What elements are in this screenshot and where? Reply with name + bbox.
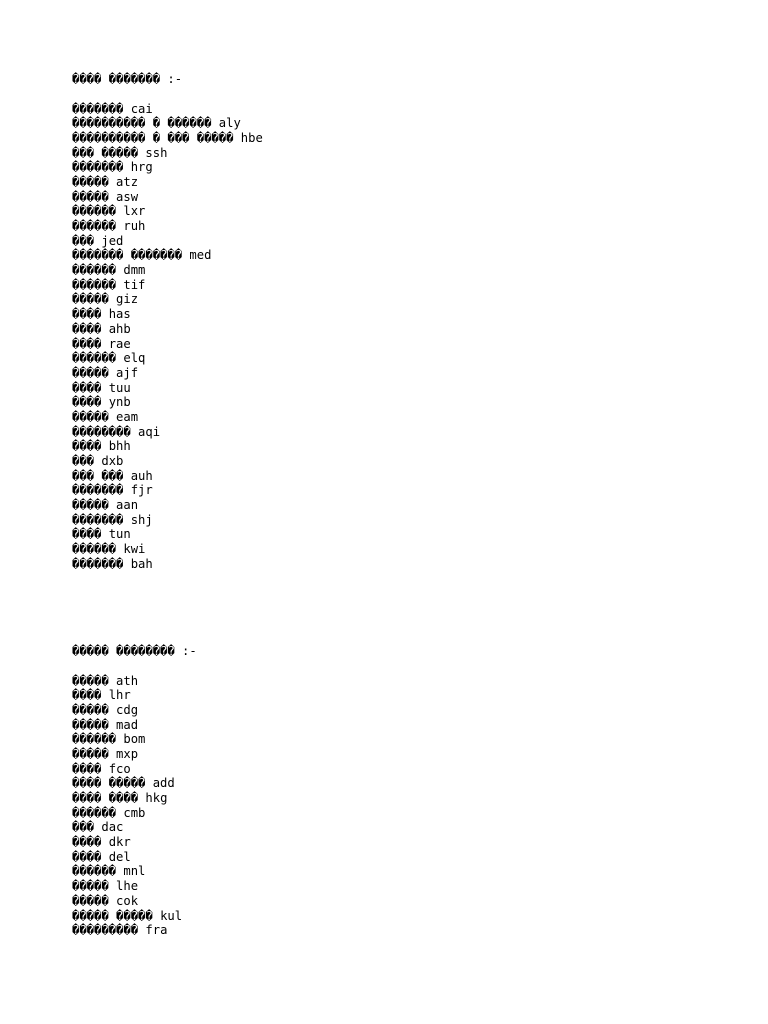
airport-code: add [152,776,175,791]
name-text: ����� [72,292,109,307]
list-item [72,175,263,190]
airport-code: ruh [123,219,146,233]
name-text: ���� [72,835,102,850]
list-item [72,909,197,924]
airport-code: atz [116,174,139,189]
name-text: ����� ����� [72,908,153,923]
airport-code: fco [108,761,131,776]
list-item [72,160,263,175]
list-item [72,102,263,117]
list-item [72,439,263,454]
name-text: ���� ����� [72,776,146,791]
name-text: �������� [72,424,131,439]
section-1 [72,71,263,572]
list-item [72,864,197,879]
list-item [72,894,197,909]
name-text: ����� [72,746,109,761]
name-text: ���� [72,688,102,703]
list-item [72,292,263,307]
name-text: ���������� � ������ [72,116,212,131]
airport-code: auh [130,468,153,483]
name-text: ����� [72,673,109,688]
name-text: ����� [72,174,109,189]
name-text: ������ [72,204,117,219]
section-heading: ����� �������� :- [72,644,197,658]
airport-code: mnl [123,864,146,879]
list-item [72,469,263,484]
section-heading: ���� ������� :- [72,72,183,86]
name-text: ������ [72,732,117,747]
airport-code: med [189,248,212,263]
airport-code: hrg [130,160,153,175]
name-text: ����� [72,498,109,513]
list-item [72,219,263,234]
list-item [72,923,197,938]
list-item [72,747,197,762]
list-item [72,835,197,850]
list-item [72,351,263,366]
name-text: ������ [72,351,117,366]
airport-code: bah [130,556,153,571]
airport-code: dkr [108,835,131,850]
name-text: ������� [72,556,124,571]
name-text: ���� [72,439,102,454]
airport-code: fra [145,923,168,938]
airport-code: has [108,307,131,322]
airport-code: giz [116,292,139,307]
list-item [72,204,263,219]
name-text: ������ [72,864,117,879]
airport-code: eam [116,409,139,424]
list-item [72,190,263,205]
airport-code: cmb [123,805,146,820]
blank-line [72,87,263,102]
name-text: ������ [72,263,117,278]
airport-code: aly [218,116,241,131]
list-item [72,718,197,733]
name-text: ������� [72,101,124,116]
list-item [72,513,263,528]
airport-code-list [72,674,197,938]
list-item [72,527,263,542]
airport-code: ahb [108,321,131,336]
airport-code: del [108,849,131,864]
name-text: ����� [72,189,109,204]
airport-code: asw [116,189,139,204]
name-text: ���� [72,336,102,351]
airport-code: bhh [108,439,131,454]
name-text: ������� [72,160,124,175]
name-text: ������� [72,483,124,498]
list-item [72,498,263,513]
name-text: ����� [72,365,109,380]
airport-code: ath [116,673,139,688]
list-item [72,337,263,352]
name-text: ��� [72,454,95,468]
list-item [72,732,197,747]
list-item [72,307,263,322]
list-item [72,131,263,146]
list-item [72,146,263,161]
name-text: ���� [72,761,102,776]
list-item [72,703,197,718]
name-text: ����� [72,409,109,424]
airport-code: jed [101,233,124,248]
list-item [72,820,197,835]
name-text: ������ [72,277,117,292]
list-item [72,366,263,381]
list-item [72,322,263,337]
name-text: ����� [72,893,109,908]
airport-code: bom [123,732,146,747]
list-item [72,776,197,791]
airport-code: lhe [116,879,139,894]
name-text: ���������� � ��� ����� [72,130,234,145]
name-text: ���� [72,380,102,395]
airport-code: cdg [116,702,139,717]
list-item [72,674,197,689]
airport-code: aqi [138,424,161,439]
airport-code: dmm [123,263,146,278]
name-text: ��� ��� [72,468,124,483]
name-text: ������ [72,219,117,233]
airport-code: hbe [240,130,263,145]
airport-code: ajf [116,365,139,380]
name-text: ���� [72,321,102,336]
list-item [72,395,263,410]
airport-code: mxp [116,746,139,761]
list-item [72,542,263,557]
section-2 [72,643,197,938]
list-item [72,278,263,293]
name-text: ��������� [72,923,139,938]
name-text: ������ [72,805,117,820]
list-item [72,410,263,425]
airport-code: hkg [145,791,168,805]
name-text: ��� ����� [72,145,139,160]
airport-code: shj [130,512,153,527]
name-text: ����� [72,879,109,894]
list-item [72,483,263,498]
list-item [72,688,197,703]
list-item [72,806,197,821]
name-text: ���� [72,527,102,542]
list-item [72,879,197,894]
name-text: ������ [72,542,117,557]
list-item [72,850,197,865]
name-text: ����� [72,717,109,732]
list-item [72,234,263,249]
list-item [72,116,263,131]
airport-code: cok [116,893,139,908]
airport-code: ynb [108,395,131,410]
name-text: ���� [72,849,102,864]
list-item [72,425,263,440]
airport-code: lhr [108,688,131,703]
name-text: ��� [72,233,95,248]
airport-code: ssh [145,145,168,160]
blank-line [72,659,197,674]
airport-code: tuu [108,380,131,395]
list-item [72,454,263,469]
airport-code: fjr [130,483,153,498]
list-item [72,381,263,396]
airport-code: dac [101,820,124,835]
name-text: ��� [72,820,95,835]
name-text: ���� ���� [72,791,139,805]
airport-code: tif [123,277,146,292]
airport-code: kwi [123,542,146,557]
airport-code: lxr [123,204,146,219]
airport-code: kul [160,908,183,923]
airport-code: mad [116,717,139,732]
airport-code: aan [116,498,139,513]
airport-code-list [72,102,263,572]
airport-code: rae [108,336,131,351]
name-text: ������� ������� [72,248,183,263]
list-item [72,248,263,263]
list-item [72,791,197,806]
name-text: ���� [72,307,102,322]
name-text: ������� [72,512,124,527]
list-item [72,557,263,572]
airport-code: cai [130,101,153,116]
airport-code: tun [108,527,131,542]
airport-code: elq [123,351,146,366]
name-text: ���� [72,395,102,410]
name-text: ����� [72,702,109,717]
airport-code: dxb [101,454,124,468]
list-item [72,762,197,777]
list-item [72,263,263,278]
